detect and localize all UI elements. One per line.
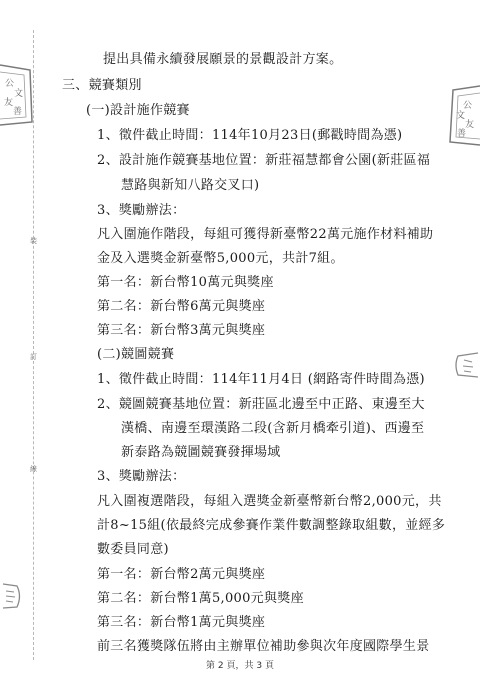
svg-text:公: 公 xyxy=(5,79,15,89)
text-line: 漢橋、南邊至環漢路二段(含新月橋牽引道)、西邊至 xyxy=(121,421,425,436)
prize-line: 第一名：新台幣2萬元與獎座 xyxy=(97,567,266,582)
binding-mark: 訂 xyxy=(30,353,37,361)
prize-line: 第一名：新台幣10萬元與獎座 xyxy=(97,275,274,290)
prize-line: 第二名：新台幣1萬5,000元與獎座 xyxy=(97,591,304,606)
binding-mark: 線 xyxy=(30,465,37,473)
text-line: 提出具備永續發展願景的景觀設計方案。 xyxy=(103,52,343,67)
text-line: 凡入圍施作階段，每組可獲得新臺幣22萬元施作材料補助 xyxy=(97,227,434,242)
seal-stamp-right xyxy=(447,84,480,146)
svg-text:善: 善 xyxy=(457,129,467,139)
list-item: 3、獎勵辦法： xyxy=(97,203,186,218)
svg-text:文: 文 xyxy=(456,111,466,121)
list-item: 2、競圖競賽基地位置：新莊區北邊至中正路、東邊至大 xyxy=(97,397,425,412)
subsection-heading: (一)設計施作競賽 xyxy=(86,103,190,118)
seal-mark-right xyxy=(452,350,478,380)
prize-line: 第三名：新台幣3萬元與獎座 xyxy=(97,323,266,338)
seal-stamp-left xyxy=(0,62,34,128)
prize-line: 第二名：新台幣6萬元與獎座 xyxy=(97,299,266,314)
text-line: 新泰路為競圖競賽發揮場域 xyxy=(121,445,281,460)
text-line: 前三名獲獎隊伍將由主辦單位補助參與次年度國際學生景 xyxy=(97,639,430,654)
svg-text:公: 公 xyxy=(463,101,473,111)
text-line: 凡入圍複選階段，每組入選獎金新臺幣新台幣2,000元，共 xyxy=(97,494,442,509)
binding-mark: 裝 xyxy=(30,237,37,245)
list-item: 1、徵件截止時間：114年11月4日 (網路寄件時間為憑) xyxy=(97,372,425,387)
list-item: 1、徵件截止時間：114年10月23日(郵戳時間為憑) xyxy=(97,128,403,143)
svg-text:友: 友 xyxy=(4,98,14,108)
page-number-footer: 第 2 頁，共 3 頁 xyxy=(206,661,274,671)
section-heading: 三、競賽類別 xyxy=(62,78,142,93)
svg-text:善: 善 xyxy=(13,107,23,117)
text-line: 計8~15組(依最終完成參賽作業件數調整錄取組數，並經多 xyxy=(97,518,446,533)
subsection-heading: (二)競圖競賽 xyxy=(97,347,175,362)
text-line: 慧路與新知八路交叉口) xyxy=(121,178,260,193)
prize-line: 第三名：新台幣1萬元與獎座 xyxy=(97,615,266,630)
svg-text:友: 友 xyxy=(465,120,475,130)
text-line: 數委員同意) xyxy=(97,542,169,557)
list-item: 3、獎勵辦法： xyxy=(97,469,186,484)
text-line: 金及入選獎金新臺幣5,000元，共計7組。 xyxy=(97,251,344,266)
list-item: 2、設計施作競賽基地位置：新莊福慧都會公園(新莊區福 xyxy=(97,153,431,168)
seal-mark-left-bottom xyxy=(1,581,23,611)
svg-text:文: 文 xyxy=(14,89,24,99)
